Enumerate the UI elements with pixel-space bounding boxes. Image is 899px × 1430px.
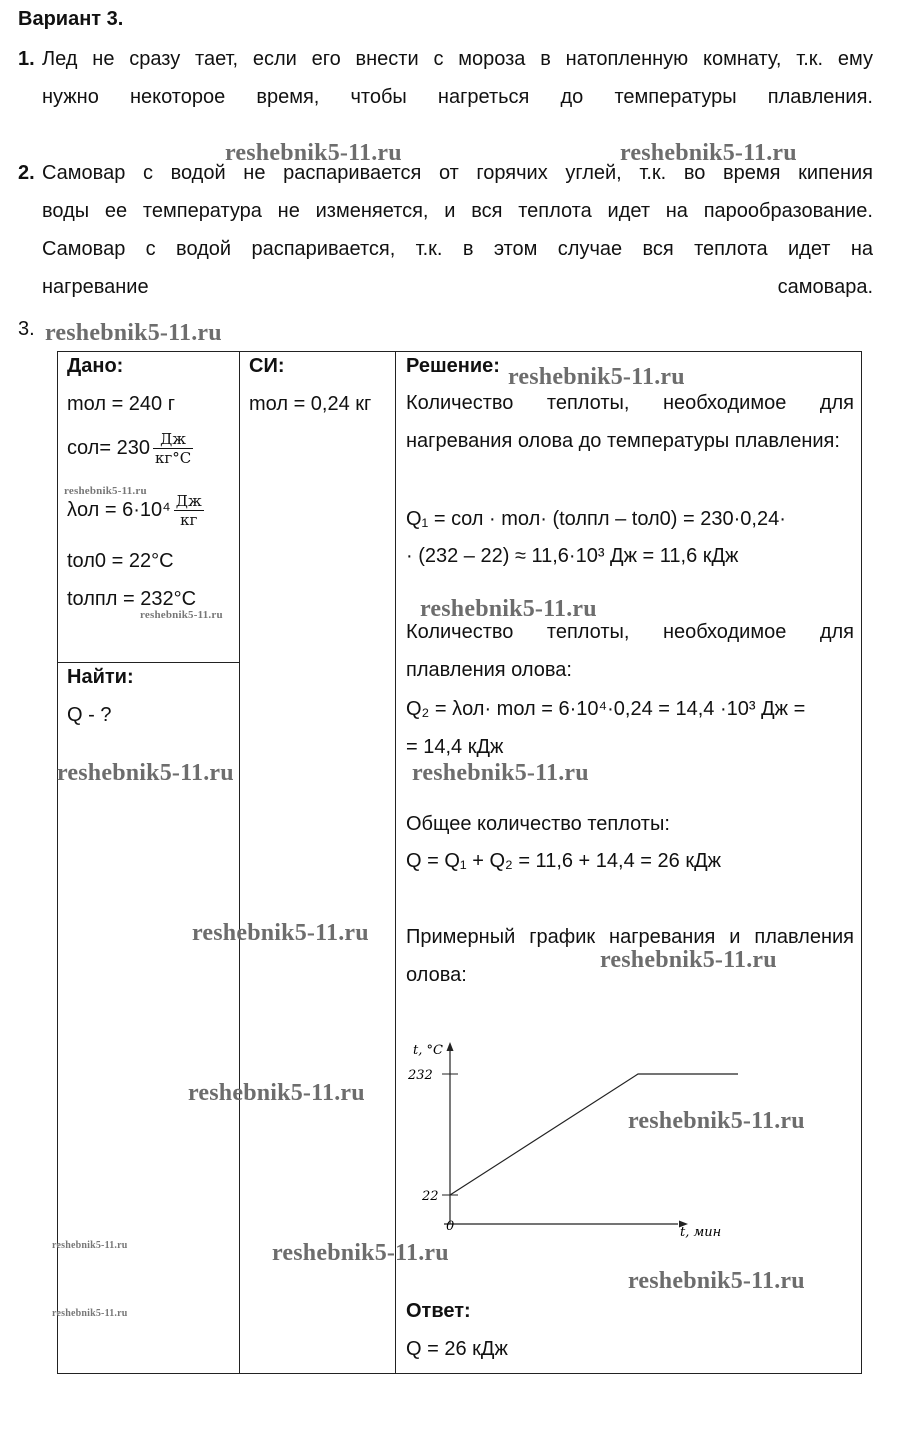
y-tick-label: 232 bbox=[408, 1068, 433, 1083]
watermark: reshebnik5-11.ru bbox=[192, 920, 369, 946]
item-line: Самовар с водой распаривается, т.к. в этом случае вся теплота идет на bbox=[42, 238, 873, 260]
y-axis-arrow bbox=[447, 1042, 454, 1051]
watermark: reshebnik5-11.ru bbox=[52, 1308, 128, 1319]
find-heading: Найти: bbox=[67, 666, 134, 688]
item-number: 2. bbox=[18, 162, 35, 184]
watermark: reshebnik5-11.ru bbox=[628, 1268, 805, 1294]
watermark: reshebnik5-11.ru bbox=[628, 1108, 805, 1134]
watermark: reshebnik5-11.ru bbox=[420, 596, 597, 622]
watermark: reshebnik5-11.ru bbox=[64, 485, 147, 497]
item-line: Самовар с водой не распаривается от горячих углей, т.к. во время кипения bbox=[42, 162, 873, 184]
y-axis-label: t, °C bbox=[413, 1043, 443, 1058]
formula-q1-line2: · (232 – 22) ≈ 11,6·10³ Дж = 11,6 кДж bbox=[406, 545, 739, 567]
item-number: 1. bbox=[18, 48, 35, 70]
si-mass: mол = 0,24 кг bbox=[249, 393, 372, 415]
origin-label: 0 bbox=[446, 1219, 455, 1234]
item-line: Лед не сразу тает, если его внести с мороза в натопленную комнату, т.к. ему bbox=[42, 48, 873, 70]
x-axis-label: t, мин bbox=[680, 1225, 722, 1240]
watermark: reshebnik5-11.ru bbox=[52, 1240, 128, 1251]
row-divider bbox=[58, 662, 239, 663]
watermark: reshebnik5-11.ru bbox=[188, 1080, 365, 1106]
given-melting-temp: tолпл = 232°C bbox=[67, 588, 197, 610]
formula-q2-line2: = 14,4 кДж bbox=[406, 736, 504, 758]
y-tick-label: 22 bbox=[422, 1189, 439, 1204]
given-heat-capacity: cол= 230 $\frac{Дж}{кг^\circ C}$ bbox=[67, 430, 192, 467]
watermark: reshebnik5-11.ru bbox=[508, 364, 685, 390]
item-line: нужно некоторое время, чтобы нагреться до температуры плавления. bbox=[42, 86, 873, 108]
fraction: $\frac{Дж}{кг^\circ C}$ bbox=[154, 430, 192, 467]
watermark: reshebnik5-11.ru bbox=[620, 140, 797, 166]
si-heading: СИ: bbox=[249, 355, 285, 377]
item-line: нагревание самовара. bbox=[42, 276, 873, 298]
watermark: reshebnik5-11.ru bbox=[412, 760, 589, 786]
solution-paragraph-3: Общее количество теплоты: bbox=[406, 813, 670, 835]
formula-total: Q = Q₁ + Q₂ = 11,6 + 14,4 = 26 кДж bbox=[406, 850, 721, 872]
find-value: Q - ? bbox=[67, 704, 112, 726]
given-mass: mол = 240 г bbox=[67, 393, 176, 415]
answer-heading: Ответ: bbox=[406, 1300, 471, 1322]
given-latent-heat: λол = 6·10⁴ $\frac{Дж}{кг}$ bbox=[67, 492, 202, 529]
solution-paragraph-2: Количество теплоты, необходимое для плавления олова: bbox=[406, 621, 854, 681]
given-initial-temp: tол0 = 22°C bbox=[67, 550, 174, 572]
watermark: reshebnik5-11.ru bbox=[272, 1240, 449, 1266]
given-heading: Дано: bbox=[67, 355, 124, 377]
watermark: reshebnik5-11.ru bbox=[57, 760, 234, 786]
watermark: reshebnik5-11.ru bbox=[600, 947, 777, 973]
solution-paragraph-1: Количество теплоты, необходимое для нагревания олова до температуры плавления: bbox=[406, 392, 854, 452]
fraction: $\frac{Дж}{кг}$ bbox=[175, 492, 202, 529]
heating-chart bbox=[398, 1034, 738, 1244]
solution-heading: Решение: bbox=[406, 355, 500, 377]
watermark: reshebnik5-11.ru bbox=[140, 609, 223, 621]
column-divider bbox=[239, 352, 240, 1373]
answer-item-1 bbox=[18, 40, 873, 116]
item-line: воды ее температура не изменяется, и вся теплота идет на парообразование. bbox=[42, 200, 873, 222]
column-divider bbox=[395, 352, 396, 1373]
watermark: reshebnik5-11.ru bbox=[45, 320, 222, 346]
formula-q2-line1: Q₂ = λол· mол = 6·10⁴·0,24 = 14,4 ·10³ Дж = bbox=[406, 698, 806, 720]
formula-q1-line1: Q₁ = cол · mол· (tолпл – tол0) = 230·0,24· bbox=[406, 508, 786, 530]
page-title: Вариант 3. bbox=[18, 8, 124, 30]
solution-paragraph-4: Примерный график нагревания и плавления олова: bbox=[406, 926, 854, 986]
item-number: 3. bbox=[18, 318, 35, 340]
answer-value: Q = 26 кДж bbox=[406, 1338, 508, 1360]
watermark: reshebnik5-11.ru bbox=[225, 140, 402, 166]
answer-item-2 bbox=[18, 154, 873, 306]
problem-table bbox=[57, 351, 862, 1374]
